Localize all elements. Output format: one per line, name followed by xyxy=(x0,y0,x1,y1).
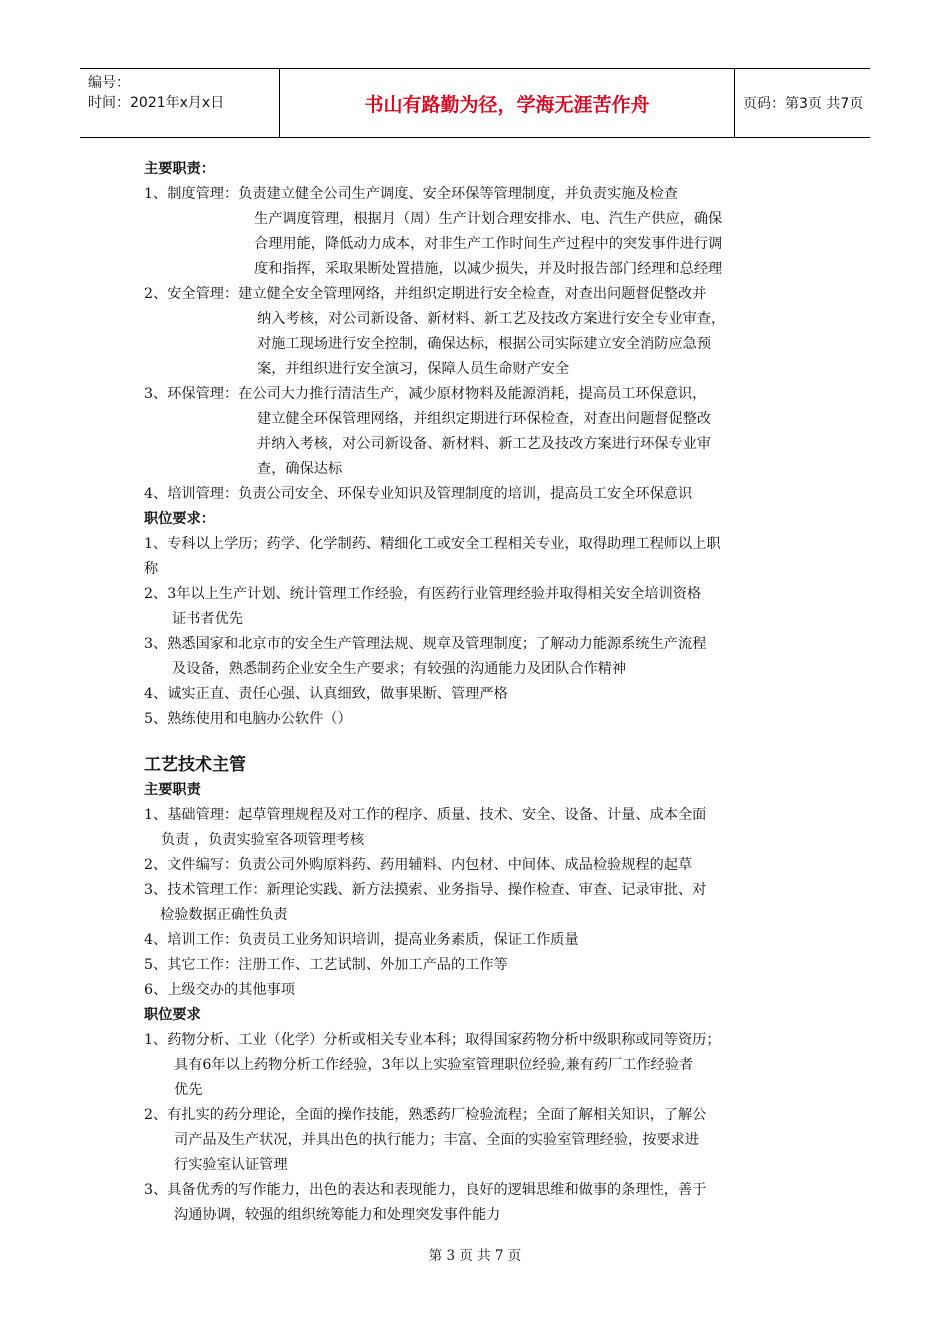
duty-line: 纳入考核，对公司新设备、新材料、新工艺及技改方案进行安全专业审查， xyxy=(257,311,726,327)
section-title-duties: 主要职责 xyxy=(144,782,201,798)
page-header xyxy=(80,68,870,138)
page-footer: 第 3 页 共 7 页 xyxy=(428,1248,522,1264)
requirement-line: 行实验室认证管理 xyxy=(174,1157,288,1173)
duty-line: 1、制度管理：负责建立健全公司生产调度、安全环保等管理制度，并负责实施及检查 xyxy=(144,186,678,202)
duty-line: 查，确保达标 xyxy=(257,461,343,477)
section-heading: 工艺技术主管 xyxy=(144,755,246,775)
requirement-line: 3、具备优秀的写作能力，出色的表达和表现能力，良好的逻辑思维和做事的条理性，善于 xyxy=(144,1182,707,1198)
requirement-line: 司产品及生产状况，并具出色的执行能力；丰富、全面的实验室管理经验，按要求进 xyxy=(174,1132,699,1148)
duty-line: 3、环保管理：在公司大力推行清洁生产，减少原材物料及能源消耗，提高员工环保意识， xyxy=(144,386,707,402)
duty-line: 合理用能，降低动力成本，对非生产工作时间生产过程中的突发事件进行调 xyxy=(254,236,723,252)
document-number-label: 编号： xyxy=(88,75,130,91)
duty-line: 6、上级交办的其他事项 xyxy=(144,982,295,998)
document-date: 时间：2021年x月x日 xyxy=(88,95,225,111)
duty-line: 1、基础管理：起草管理规程及对工作的程序、质量、技术、安全、设备、计量、成本全面 xyxy=(144,807,707,823)
requirement-line: 具有6年以上药物分析工作经验，3年以上实验室管理职位经验,兼有药厂工作经验者 xyxy=(174,1057,694,1073)
requirement-line: 5、熟练使用和电脑办公软件（） xyxy=(144,711,352,727)
requirement-line: 沟通协调，较强的组织统筹能力和处理突发事件能力 xyxy=(174,1207,501,1223)
duty-line: 检验数据正确性负责 xyxy=(160,907,288,923)
duty-line: 4、培训工作：负责员工业务知识培训，提高业务素质，保证工作质量 xyxy=(144,932,579,948)
requirement-line: 称 xyxy=(144,561,159,577)
section-title-requirements: 职位要求 xyxy=(144,1007,201,1023)
requirement-line: 优先 xyxy=(174,1082,203,1098)
requirement-line: 3、熟悉国家和北京市的安全生产管理法规、规章及管理制度；了解动力能源系统生产流程 xyxy=(144,636,707,652)
duty-line: 3、技术管理工作：新理论实践、新方法摸索、业务指导、操作检查、审查、记录审批、对 xyxy=(144,882,707,898)
duty-line: 负责 ，负责实验室各项管理考核 xyxy=(161,832,365,848)
requirement-line: 1、专科以上学历；药学、化学制药、精细化工或安全工程相关专业，取得助理工程师以上职 xyxy=(144,536,721,552)
duty-line: 度和指挥，采取果断处置措施，以减少损失，并及时报告部门经理和总经理 xyxy=(254,261,723,277)
duty-line: 2、安全管理：建立健全安全管理网络，并组织定期进行安全检查，对查出问题督促整改并 xyxy=(144,286,707,302)
duty-line: 5、其它工作：注册工作、工艺试制、外加工产品的工作等 xyxy=(144,957,508,973)
header-meta xyxy=(80,69,280,137)
duty-line: 案，并组织进行安全演习，保障人员生命财产安全 xyxy=(257,361,570,377)
requirement-line: 1、药物分析、工业（化学）分析或相关专业本科；取得国家药物分析中级职称或同等资历； xyxy=(144,1032,721,1048)
duty-line: 生产调度管理，根据月（周）生产计划合理安排水、电、汽生产供应，确保 xyxy=(254,211,723,227)
requirement-line: 2、3年以上生产计划、统计管理工作经验，有医药行业管理经验并取得相关安全培训资格 xyxy=(144,586,702,602)
section-title-duties: 主要职责： xyxy=(144,161,215,177)
section-title-requirements: 职位要求： xyxy=(144,511,215,527)
duty-line: 对施工现场进行安全控制，确保达标，根据公司实际建立安全消防应急预 xyxy=(257,336,712,352)
duty-line: 建立健全环保管理网络，并组织定期进行环保检查，对查出问题督促整改 xyxy=(257,411,712,427)
header-motto: 书山有路勤为径，学海无涯苦作舟 xyxy=(280,69,735,137)
duty-line: 4、培训管理：负责公司安全、环保专业知识及管理制度的培训，提高员工安全环保意识 xyxy=(144,486,693,502)
requirement-line: 4、诚实正直、责任心强、认真细致，做事果断、管理严格 xyxy=(144,686,508,702)
requirement-line: 及设备，熟悉制药企业安全生产要求；有较强的沟通能力及团队合作精神 xyxy=(172,661,627,677)
duty-line: 2、文件编写：负责公司外购原料药、药用辅料、内包材、中间体、成品检验规程的起草 xyxy=(144,857,693,873)
document-body xyxy=(144,157,824,1228)
header-page-number: 页码：第3页 共7页 xyxy=(743,96,864,112)
requirement-line: 2、有扎实的药分理论，全面的操作技能，熟悉药厂检验流程；全面了解相关知识，了解公 xyxy=(144,1107,707,1123)
requirement-line: 证书者优先 xyxy=(172,611,243,627)
duty-line: 并纳入考核，对公司新设备、新材料、新工艺及技改方案进行环保专业审 xyxy=(257,436,712,452)
